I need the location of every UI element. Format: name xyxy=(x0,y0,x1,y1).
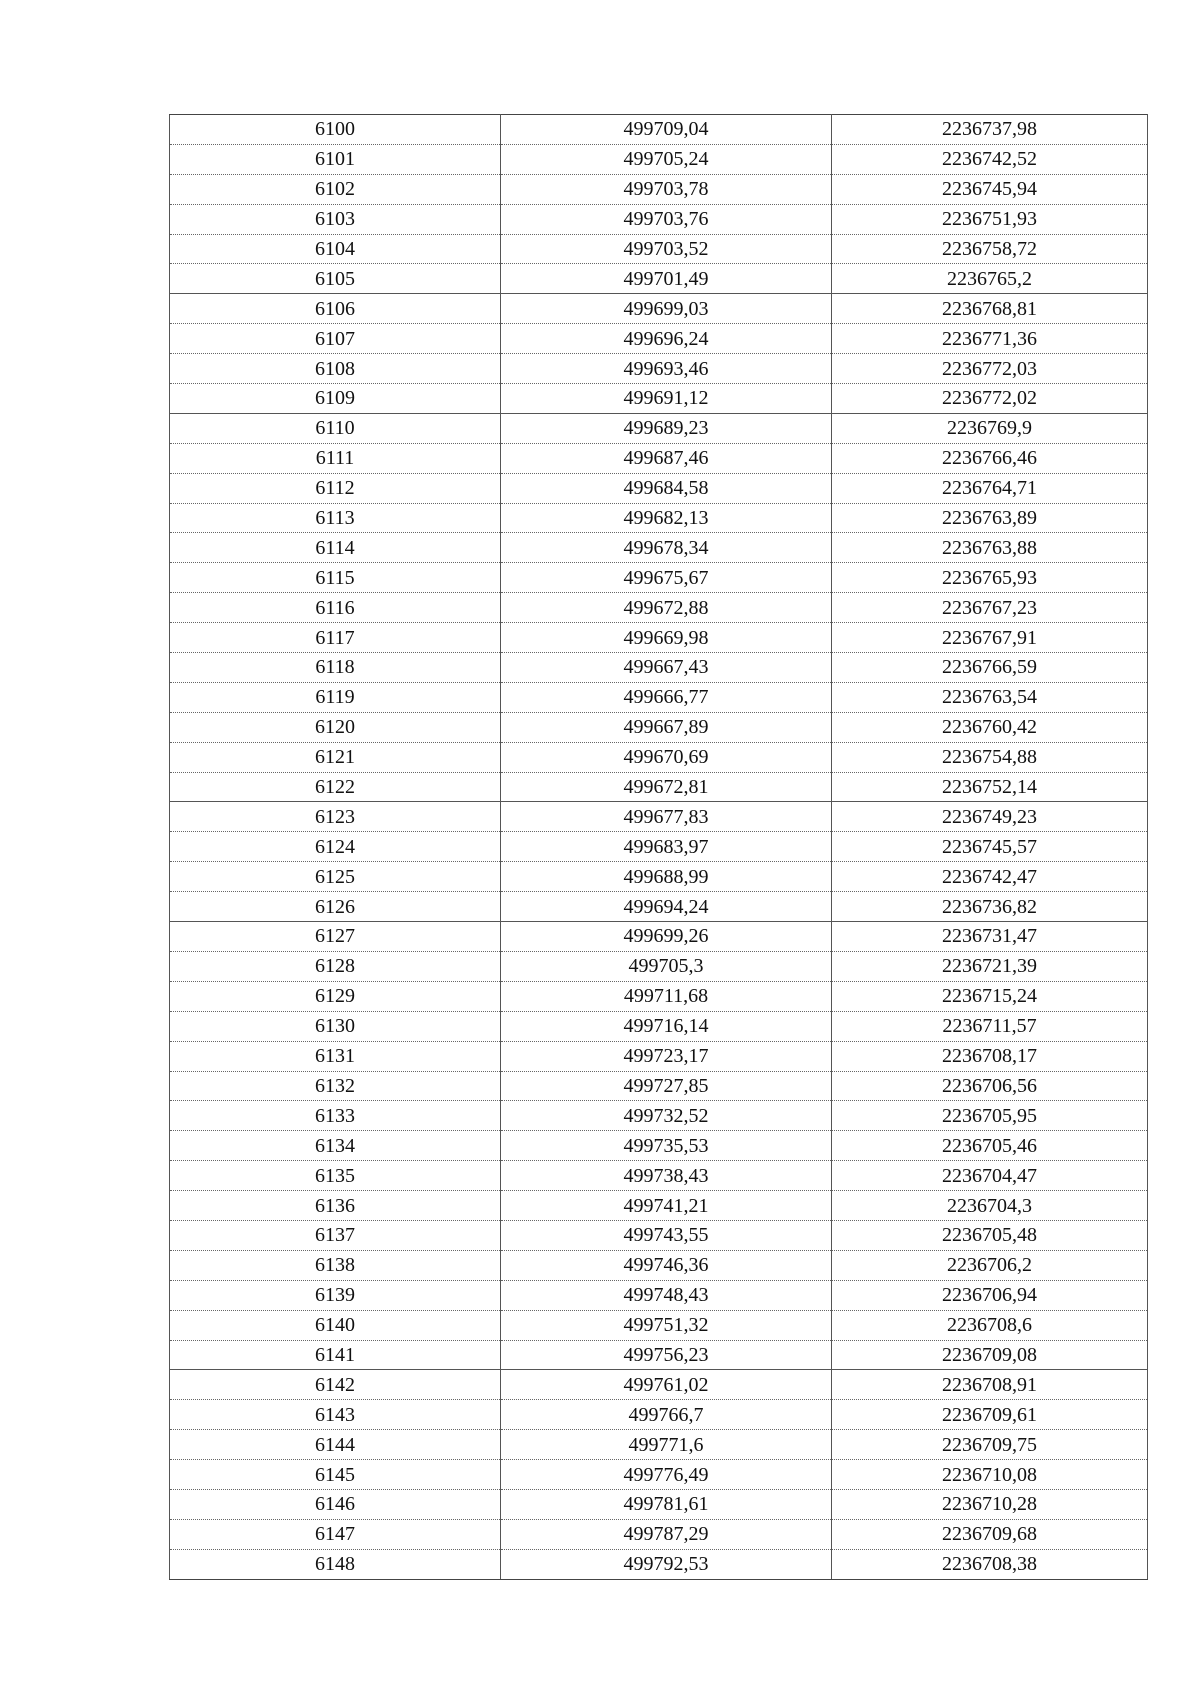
point-number-cell: 6148 xyxy=(170,1549,501,1579)
y-coordinate-cell: 2236765,93 xyxy=(832,563,1148,593)
table-row xyxy=(170,115,1148,145)
point-number-cell: 6124 xyxy=(170,832,501,862)
point-number-cell: 6120 xyxy=(170,712,501,742)
table-row xyxy=(170,832,1148,862)
table-row xyxy=(170,1489,1148,1519)
x-coordinate-cell: 499669,98 xyxy=(501,623,832,653)
table-row xyxy=(170,354,1148,384)
y-coordinate-cell: 2236704,47 xyxy=(832,1161,1148,1191)
table-row xyxy=(170,174,1148,204)
y-coordinate-cell: 2236706,2 xyxy=(832,1250,1148,1280)
table-row xyxy=(170,563,1148,593)
x-coordinate-cell: 499792,53 xyxy=(501,1549,832,1579)
y-coordinate-cell: 2236768,81 xyxy=(832,294,1148,324)
y-coordinate-cell: 2236771,36 xyxy=(832,324,1148,354)
table-row xyxy=(170,1220,1148,1250)
table-row xyxy=(170,204,1148,234)
table-row xyxy=(170,294,1148,324)
table-row xyxy=(170,1519,1148,1549)
y-coordinate-cell: 2236742,52 xyxy=(832,144,1148,174)
point-number-cell: 6132 xyxy=(170,1071,501,1101)
point-number-cell: 6121 xyxy=(170,742,501,772)
point-number-cell: 6142 xyxy=(170,1370,501,1400)
y-coordinate-cell: 2236709,75 xyxy=(832,1430,1148,1460)
table-row xyxy=(170,951,1148,981)
x-coordinate-cell: 499732,52 xyxy=(501,1101,832,1131)
y-coordinate-cell: 2236709,61 xyxy=(832,1400,1148,1430)
coordinates-table xyxy=(169,114,1148,1580)
table-row xyxy=(170,264,1148,294)
x-coordinate-cell: 499716,14 xyxy=(501,1011,832,1041)
point-number-cell: 6143 xyxy=(170,1400,501,1430)
y-coordinate-cell: 2236721,39 xyxy=(832,951,1148,981)
y-coordinate-cell: 2236745,94 xyxy=(832,174,1148,204)
table-row xyxy=(170,1041,1148,1071)
point-number-cell: 6139 xyxy=(170,1280,501,1310)
point-number-cell: 6108 xyxy=(170,354,501,384)
y-coordinate-cell: 2236767,23 xyxy=(832,593,1148,623)
table-row xyxy=(170,1101,1148,1131)
table-row xyxy=(170,802,1148,832)
x-coordinate-cell: 499746,36 xyxy=(501,1250,832,1280)
x-coordinate-cell: 499776,49 xyxy=(501,1460,832,1490)
point-number-cell: 6118 xyxy=(170,653,501,683)
y-coordinate-cell: 2236745,57 xyxy=(832,832,1148,862)
x-coordinate-cell: 499670,69 xyxy=(501,742,832,772)
table-row xyxy=(170,1549,1148,1579)
point-number-cell: 6146 xyxy=(170,1489,501,1519)
x-coordinate-cell: 499787,29 xyxy=(501,1519,832,1549)
x-coordinate-cell: 499756,23 xyxy=(501,1340,832,1370)
point-number-cell: 6134 xyxy=(170,1131,501,1161)
y-coordinate-cell: 2236736,82 xyxy=(832,892,1148,922)
y-coordinate-cell: 2236708,17 xyxy=(832,1041,1148,1071)
x-coordinate-cell: 499761,02 xyxy=(501,1370,832,1400)
table-row xyxy=(170,533,1148,563)
point-number-cell: 6133 xyxy=(170,1101,501,1131)
y-coordinate-cell: 2236754,88 xyxy=(832,742,1148,772)
x-coordinate-cell: 499683,97 xyxy=(501,832,832,862)
y-coordinate-cell: 2236767,91 xyxy=(832,623,1148,653)
point-number-cell: 6136 xyxy=(170,1191,501,1221)
point-number-cell: 6137 xyxy=(170,1220,501,1250)
point-number-cell: 6104 xyxy=(170,234,501,264)
table-row xyxy=(170,682,1148,712)
table-row xyxy=(170,1280,1148,1310)
y-coordinate-cell: 2236766,59 xyxy=(832,653,1148,683)
table-row xyxy=(170,384,1148,414)
x-coordinate-cell: 499672,88 xyxy=(501,593,832,623)
x-coordinate-cell: 499699,26 xyxy=(501,922,832,952)
point-number-cell: 6130 xyxy=(170,1011,501,1041)
x-coordinate-cell: 499748,43 xyxy=(501,1280,832,1310)
point-number-cell: 6100 xyxy=(170,115,501,145)
point-number-cell: 6105 xyxy=(170,264,501,294)
y-coordinate-cell: 2236711,57 xyxy=(832,1011,1148,1041)
x-coordinate-cell: 499766,7 xyxy=(501,1400,832,1430)
y-coordinate-cell: 2236766,46 xyxy=(832,443,1148,473)
y-coordinate-cell: 2236749,23 xyxy=(832,802,1148,832)
y-coordinate-cell: 2236763,88 xyxy=(832,533,1148,563)
point-number-cell: 6140 xyxy=(170,1310,501,1340)
y-coordinate-cell: 2236705,48 xyxy=(832,1220,1148,1250)
table-row xyxy=(170,1310,1148,1340)
table-row xyxy=(170,1250,1148,1280)
table-row xyxy=(170,1460,1148,1490)
table-row xyxy=(170,473,1148,503)
x-coordinate-cell: 499703,78 xyxy=(501,174,832,204)
point-number-cell: 6106 xyxy=(170,294,501,324)
point-number-cell: 6117 xyxy=(170,623,501,653)
y-coordinate-cell: 2236752,14 xyxy=(832,772,1148,802)
x-coordinate-cell: 499703,52 xyxy=(501,234,832,264)
table-row xyxy=(170,1161,1148,1191)
x-coordinate-cell: 499705,3 xyxy=(501,951,832,981)
table-row xyxy=(170,772,1148,802)
y-coordinate-cell: 2236704,3 xyxy=(832,1191,1148,1221)
x-coordinate-cell: 499696,24 xyxy=(501,324,832,354)
table-row xyxy=(170,1370,1148,1400)
x-coordinate-cell: 499735,53 xyxy=(501,1131,832,1161)
point-number-cell: 6109 xyxy=(170,384,501,414)
table-row xyxy=(170,234,1148,264)
table-row xyxy=(170,593,1148,623)
y-coordinate-cell: 2236705,46 xyxy=(832,1131,1148,1161)
point-number-cell: 6144 xyxy=(170,1430,501,1460)
y-coordinate-cell: 2236705,95 xyxy=(832,1101,1148,1131)
x-coordinate-cell: 499684,58 xyxy=(501,473,832,503)
point-number-cell: 6126 xyxy=(170,892,501,922)
point-number-cell: 6114 xyxy=(170,533,501,563)
point-number-cell: 6111 xyxy=(170,443,501,473)
y-coordinate-cell: 2236710,28 xyxy=(832,1489,1148,1519)
point-number-cell: 6147 xyxy=(170,1519,501,1549)
point-number-cell: 6135 xyxy=(170,1161,501,1191)
point-number-cell: 6145 xyxy=(170,1460,501,1490)
x-coordinate-cell: 499667,89 xyxy=(501,712,832,742)
table-row xyxy=(170,144,1148,174)
x-coordinate-cell: 499741,21 xyxy=(501,1191,832,1221)
x-coordinate-cell: 499666,77 xyxy=(501,682,832,712)
x-coordinate-cell: 499701,49 xyxy=(501,264,832,294)
table-row xyxy=(170,1011,1148,1041)
y-coordinate-cell: 2236758,72 xyxy=(832,234,1148,264)
point-number-cell: 6112 xyxy=(170,473,501,503)
table-row xyxy=(170,623,1148,653)
x-coordinate-cell: 499781,61 xyxy=(501,1489,832,1519)
x-coordinate-cell: 499667,43 xyxy=(501,653,832,683)
table-row xyxy=(170,892,1148,922)
y-coordinate-cell: 2236763,54 xyxy=(832,682,1148,712)
x-coordinate-cell: 499705,24 xyxy=(501,144,832,174)
coordinates-table-body xyxy=(170,115,1148,1580)
point-number-cell: 6107 xyxy=(170,324,501,354)
table-row xyxy=(170,712,1148,742)
x-coordinate-cell: 499727,85 xyxy=(501,1071,832,1101)
y-coordinate-cell: 2236765,2 xyxy=(832,264,1148,294)
point-number-cell: 6116 xyxy=(170,593,501,623)
x-coordinate-cell: 499691,12 xyxy=(501,384,832,414)
point-number-cell: 6129 xyxy=(170,981,501,1011)
point-number-cell: 6131 xyxy=(170,1041,501,1071)
table-row xyxy=(170,862,1148,892)
x-coordinate-cell: 499711,68 xyxy=(501,981,832,1011)
y-coordinate-cell: 2236708,6 xyxy=(832,1310,1148,1340)
point-number-cell: 6128 xyxy=(170,951,501,981)
point-number-cell: 6123 xyxy=(170,802,501,832)
x-coordinate-cell: 499677,83 xyxy=(501,802,832,832)
x-coordinate-cell: 499699,03 xyxy=(501,294,832,324)
x-coordinate-cell: 499693,46 xyxy=(501,354,832,384)
point-number-cell: 6110 xyxy=(170,413,501,443)
x-coordinate-cell: 499675,67 xyxy=(501,563,832,593)
y-coordinate-cell: 2236772,02 xyxy=(832,384,1148,414)
x-coordinate-cell: 499723,17 xyxy=(501,1041,832,1071)
y-coordinate-cell: 2236706,94 xyxy=(832,1280,1148,1310)
table-row xyxy=(170,981,1148,1011)
y-coordinate-cell: 2236760,42 xyxy=(832,712,1148,742)
x-coordinate-cell: 499672,81 xyxy=(501,772,832,802)
y-coordinate-cell: 2236764,71 xyxy=(832,473,1148,503)
y-coordinate-cell: 2236731,47 xyxy=(832,922,1148,952)
table-row xyxy=(170,1400,1148,1430)
point-number-cell: 6138 xyxy=(170,1250,501,1280)
y-coordinate-cell: 2236772,03 xyxy=(832,354,1148,384)
x-coordinate-cell: 499688,99 xyxy=(501,862,832,892)
table-row xyxy=(170,922,1148,952)
x-coordinate-cell: 499687,46 xyxy=(501,443,832,473)
y-coordinate-cell: 2236715,24 xyxy=(832,981,1148,1011)
table-row xyxy=(170,503,1148,533)
point-number-cell: 6127 xyxy=(170,922,501,952)
x-coordinate-cell: 499694,24 xyxy=(501,892,832,922)
y-coordinate-cell: 2236708,91 xyxy=(832,1370,1148,1400)
x-coordinate-cell: 499743,55 xyxy=(501,1220,832,1250)
x-coordinate-cell: 499703,76 xyxy=(501,204,832,234)
table-row xyxy=(170,1340,1148,1370)
y-coordinate-cell: 2236751,93 xyxy=(832,204,1148,234)
y-coordinate-cell: 2236709,08 xyxy=(832,1340,1148,1370)
table-row xyxy=(170,653,1148,683)
table-row xyxy=(170,1191,1148,1221)
table-row xyxy=(170,413,1148,443)
x-coordinate-cell: 499682,13 xyxy=(501,503,832,533)
y-coordinate-cell: 2236742,47 xyxy=(832,862,1148,892)
point-number-cell: 6119 xyxy=(170,682,501,712)
x-coordinate-cell: 499771,6 xyxy=(501,1430,832,1460)
table-row xyxy=(170,742,1148,772)
y-coordinate-cell: 2236709,68 xyxy=(832,1519,1148,1549)
point-number-cell: 6102 xyxy=(170,174,501,204)
x-coordinate-cell: 499678,34 xyxy=(501,533,832,563)
point-number-cell: 6115 xyxy=(170,563,501,593)
table-row xyxy=(170,1131,1148,1161)
y-coordinate-cell: 2236710,08 xyxy=(832,1460,1148,1490)
y-coordinate-cell: 2236706,56 xyxy=(832,1071,1148,1101)
point-number-cell: 6101 xyxy=(170,144,501,174)
y-coordinate-cell: 2236769,9 xyxy=(832,413,1148,443)
y-coordinate-cell: 2236708,38 xyxy=(832,1549,1148,1579)
point-number-cell: 6125 xyxy=(170,862,501,892)
point-number-cell: 6122 xyxy=(170,772,501,802)
table-row xyxy=(170,1430,1148,1460)
point-number-cell: 6113 xyxy=(170,503,501,533)
y-coordinate-cell: 2236763,89 xyxy=(832,503,1148,533)
table-row xyxy=(170,443,1148,473)
point-number-cell: 6103 xyxy=(170,204,501,234)
x-coordinate-cell: 499751,32 xyxy=(501,1310,832,1340)
table-row xyxy=(170,1071,1148,1101)
table-row xyxy=(170,324,1148,354)
y-coordinate-cell: 2236737,98 xyxy=(832,115,1148,145)
x-coordinate-cell: 499689,23 xyxy=(501,413,832,443)
point-number-cell: 6141 xyxy=(170,1340,501,1370)
x-coordinate-cell: 499709,04 xyxy=(501,115,832,145)
x-coordinate-cell: 499738,43 xyxy=(501,1161,832,1191)
